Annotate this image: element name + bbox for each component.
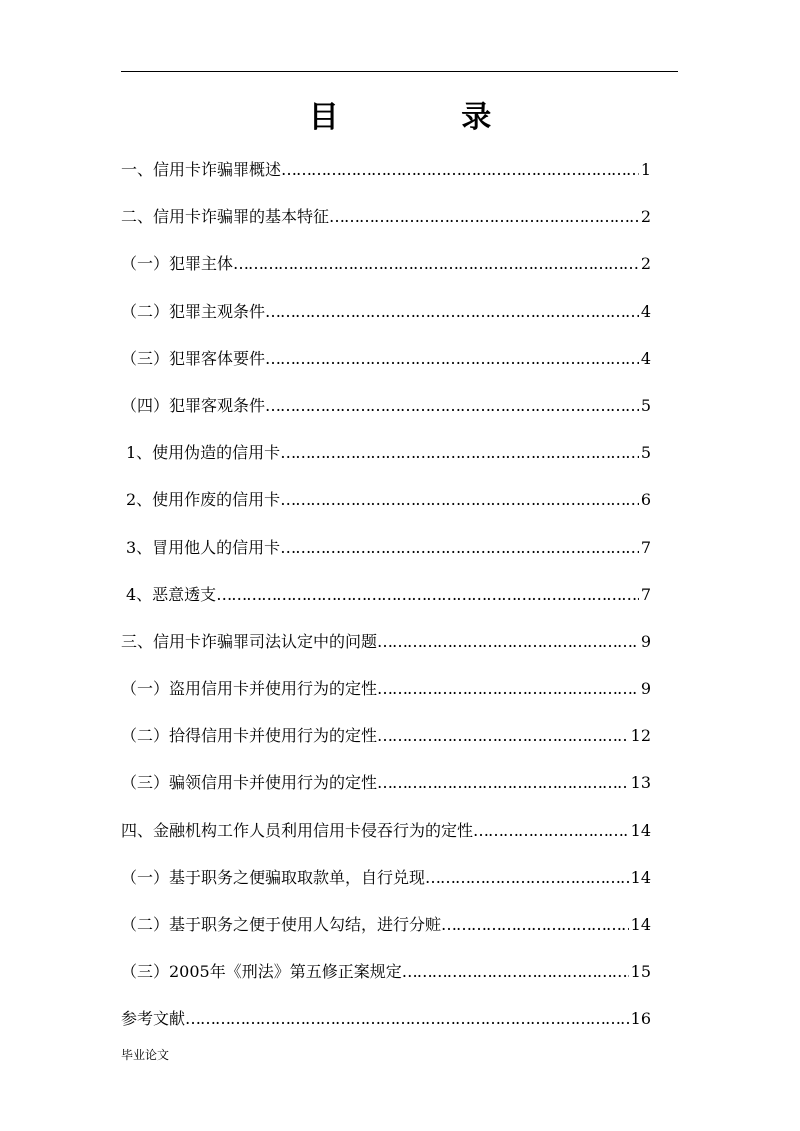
toc-dot-leader — [281, 150, 639, 190]
toc-dot-leader — [185, 999, 629, 1039]
toc-entry-title: （一）盗用信用卡并使用行为的定性 — [121, 679, 378, 699]
toc-page-number: 7 — [640, 584, 651, 604]
toc-entry[interactable] — [121, 244, 651, 291]
toc-entry[interactable] — [121, 716, 651, 763]
toc-entry-title: （三）2005年《刑法》第五修正案规定 — [121, 962, 402, 982]
toc-dot-leader — [402, 952, 629, 992]
toc-page-number: 7 — [640, 537, 651, 557]
toc-entry[interactable] — [121, 292, 651, 339]
toc-page-number: 4 — [640, 301, 651, 321]
toc-entry-title: 4、恶意透支 — [126, 584, 217, 604]
toc-dot-leader — [216, 575, 639, 615]
toc-page-number: 2 — [640, 254, 651, 274]
toc-dot-leader — [233, 244, 639, 284]
toc-entry-title: （三）犯罪客体要件 — [121, 348, 266, 368]
toc-dot-leader — [377, 763, 629, 803]
toc-entry[interactable] — [121, 952, 651, 999]
toc-entry[interactable] — [121, 433, 651, 480]
toc-entry-title: （二）拾得信用卡并使用行为的定性 — [121, 726, 378, 746]
toc-entry[interactable] — [121, 528, 651, 575]
toc-entry-title: （一）犯罪主体 — [121, 254, 234, 274]
toc-dot-leader — [265, 292, 639, 332]
toc-dot-leader — [377, 716, 629, 756]
toc-entry[interactable] — [121, 575, 651, 622]
toc-entry-title: 一、信用卡诈骗罪概述 — [121, 160, 282, 179]
toc-entry[interactable] — [121, 858, 651, 905]
toc-dot-leader — [280, 433, 639, 473]
page-footer: 毕业论文 — [121, 1048, 170, 1062]
toc-dot-leader — [425, 858, 629, 898]
toc-page-number: 16 — [630, 1009, 651, 1029]
toc-page-number: 13 — [630, 773, 651, 793]
toc-dot-leader — [265, 339, 639, 379]
toc-entry[interactable] — [121, 622, 651, 669]
toc-entry[interactable] — [121, 905, 651, 952]
toc-page-number: 5 — [640, 443, 651, 463]
toc-dot-leader — [377, 669, 639, 709]
toc-entry-title: （二）基于职务之便于使用人勾结，进行分赃 — [121, 915, 442, 934]
toc-page-number: 12 — [630, 726, 651, 746]
toc-page-number: 14 — [630, 867, 651, 887]
toc-entry[interactable] — [121, 339, 651, 386]
toc-dot-leader — [280, 528, 639, 568]
toc-entry[interactable] — [121, 150, 651, 197]
toc-entry[interactable] — [121, 386, 651, 433]
toc-page-number: 4 — [640, 348, 651, 368]
toc-dot-leader — [473, 811, 629, 851]
toc-entry-title: 参考文献 — [121, 1009, 186, 1029]
toc-entry[interactable] — [121, 999, 651, 1046]
toc-entry-title: （三）骗领信用卡并使用行为的定性 — [121, 773, 378, 793]
toc-entry-title: 2、使用作废的信用卡 — [126, 490, 281, 510]
toc-entry[interactable] — [121, 811, 651, 858]
table-of-contents — [121, 150, 651, 1047]
toc-dot-leader — [329, 197, 639, 237]
toc-page-number: 15 — [630, 962, 651, 982]
toc-page-number: 9 — [640, 679, 651, 699]
toc-page-number: 5 — [640, 395, 651, 415]
toc-dot-leader — [280, 480, 639, 520]
toc-page-number: 6 — [640, 490, 651, 510]
toc-page-number: 9 — [640, 631, 651, 651]
toc-page-number: 2 — [640, 207, 651, 227]
toc-entry[interactable] — [121, 197, 651, 244]
toc-entry-title: （一）基于职务之便骗取取款单，自行兑现 — [121, 867, 426, 887]
toc-entry-title: 1、使用伪造的信用卡 — [126, 443, 281, 463]
header-rule — [121, 71, 678, 72]
toc-entry-title: （二）犯罪主观条件 — [121, 301, 266, 321]
toc-page-number: 1 — [640, 160, 651, 179]
toc-entry[interactable] — [121, 669, 651, 716]
toc-page-number: 14 — [630, 820, 651, 840]
toc-entry[interactable] — [121, 480, 651, 527]
toc-entry-title: 四、金融机构工作人员利用信用卡侵吞行为的定性 — [121, 820, 474, 840]
toc-entry-title: 3、冒用他人的信用卡 — [126, 537, 281, 557]
toc-entry-title: 二、信用卡诈骗罪的基本特征 — [121, 207, 330, 227]
toc-dot-leader — [441, 905, 629, 945]
page-title: 目 录 — [308, 100, 548, 135]
toc-page-number: 14 — [630, 915, 651, 934]
toc-dot-leader — [377, 622, 639, 662]
toc-entry-title: 三、信用卡诈骗罪司法认定中的问题 — [121, 631, 378, 651]
toc-entry-title: （四）犯罪客观条件 — [121, 395, 266, 415]
toc-dot-leader — [265, 386, 639, 426]
toc-entry[interactable] — [121, 763, 651, 810]
